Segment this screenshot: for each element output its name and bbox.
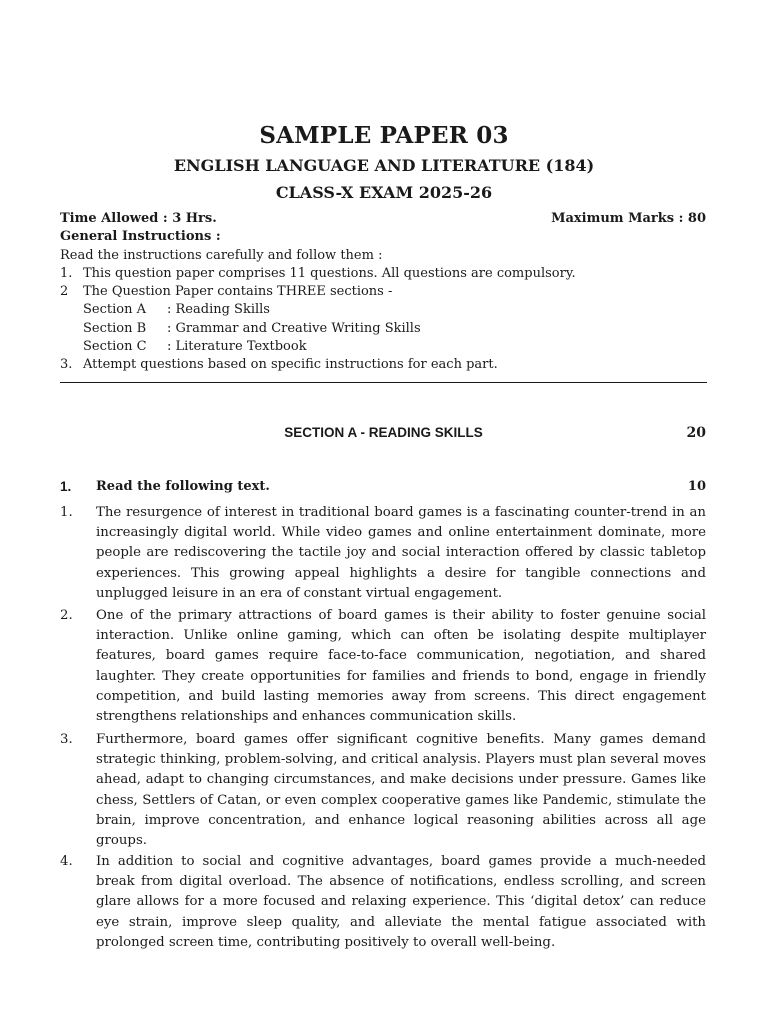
paragraph-text: One of the primary attractions of board games is their ability to foster genuine social interaction. Unlike online gaming, which can often be isolating despite multiplayer features, board games require face-to-face communication, negotiation, and shared laughter. They create opportunities for families and friends to bond, engage in friendly competition, and build lasting memories away from screens. This direct engagement strengthens relationships and enhances communication skills. bbox=[96, 608, 706, 725]
paper-title: SAMPLE PAPER 03 bbox=[259, 122, 509, 149]
instruction-text: The Question Paper contains THREE sections - bbox=[83, 284, 393, 300]
instruction-number: 1. bbox=[60, 265, 73, 281]
time-allowed: Time Allowed : 3 Hrs. bbox=[60, 211, 217, 226]
section-name: Section C bbox=[83, 339, 147, 355]
paragraph-number: 2. bbox=[60, 608, 73, 623]
passage-paragraph bbox=[60, 730, 706, 851]
section-title: SECTION A - READING SKILLS bbox=[284, 425, 483, 440]
maximum-marks: Maximum Marks : 80 bbox=[551, 211, 706, 226]
section-name: Section A bbox=[83, 302, 146, 318]
section-list-item bbox=[60, 338, 706, 356]
question-marks: 10 bbox=[687, 479, 706, 494]
section-description: : Literature Textbook bbox=[167, 339, 307, 355]
paper-exam: CLASS-X EXAM 2025-26 bbox=[275, 183, 493, 202]
general-instructions-heading: General Instructions : bbox=[60, 229, 221, 245]
section-list-item bbox=[60, 301, 706, 319]
paragraph-text: The resurgence of interest in traditional board games is a fascinating counter-trend in an increasingly digital world. While video games and online entertainment dominate, more people are rediscovering the tactile joy and social interaction offered by classic tabletop experiences. This growing appeal highlights a desire for tangible connections and unplugged leisure in an era of constant virtual engagement. bbox=[96, 505, 706, 601]
passage-paragraph bbox=[60, 606, 706, 727]
paragraph-number: 1. bbox=[60, 505, 73, 520]
section-description: : Grammar and Creative Writing Skills bbox=[167, 320, 421, 336]
passage-paragraph bbox=[60, 503, 706, 604]
section-marks: 20 bbox=[686, 425, 706, 441]
passage-paragraph bbox=[60, 852, 706, 953]
instructions-intro: Read the instructions carefully and follow them : bbox=[60, 247, 383, 263]
section-list-item bbox=[60, 320, 706, 338]
paragraph-text: In addition to social and cognitive advantages, board games provide a much-needed break from digital overload. The absence of notifications, endless scrolling, and screen glare allows for a more focused and relaxing experience. This ‘digital detox’ can reduce eye strain, improve sleep quality, and alleviate the mental fatigue associated with prolonged screen time, contributing positively to overall well-being. bbox=[96, 854, 706, 950]
paragraph-number: 4. bbox=[60, 854, 73, 869]
paper-subject: ENGLISH LANGUAGE AND LITERATURE (184) bbox=[173, 156, 595, 175]
question-number: 1. bbox=[60, 479, 72, 494]
instruction-item bbox=[60, 283, 706, 301]
instruction-text: This question paper comprises 11 questions. All questions are compulsory. bbox=[83, 265, 576, 281]
time-marks-row bbox=[60, 210, 706, 228]
instruction-item bbox=[60, 356, 706, 374]
divider-line bbox=[60, 382, 707, 383]
instruction-number: 2 bbox=[60, 284, 69, 300]
paragraph-number: 3. bbox=[60, 732, 73, 747]
instruction-text: Attempt questions based on specific instructions for each part. bbox=[83, 357, 498, 373]
general-instructions-block bbox=[60, 210, 706, 375]
instruction-number: 3. bbox=[60, 357, 73, 373]
section-name: Section B bbox=[83, 320, 147, 336]
question-text: Read the following text. bbox=[96, 479, 270, 494]
paragraph-text: Furthermore, board games offer significant cognitive benefits. Many games demand strategic thinking, problem-solving, and critical analysis. Players must plan several moves ahead, adapt to changing circumstances, and make decisions under pressure. Games like chess, Settlers of Catan, or even complex cooperative games like Pandemic, stimulate the brain, improve concentration, and enhance logical reasoning abilities across all age groups. bbox=[96, 732, 706, 849]
section-description: : Reading Skills bbox=[167, 302, 270, 318]
instruction-item bbox=[60, 265, 706, 283]
